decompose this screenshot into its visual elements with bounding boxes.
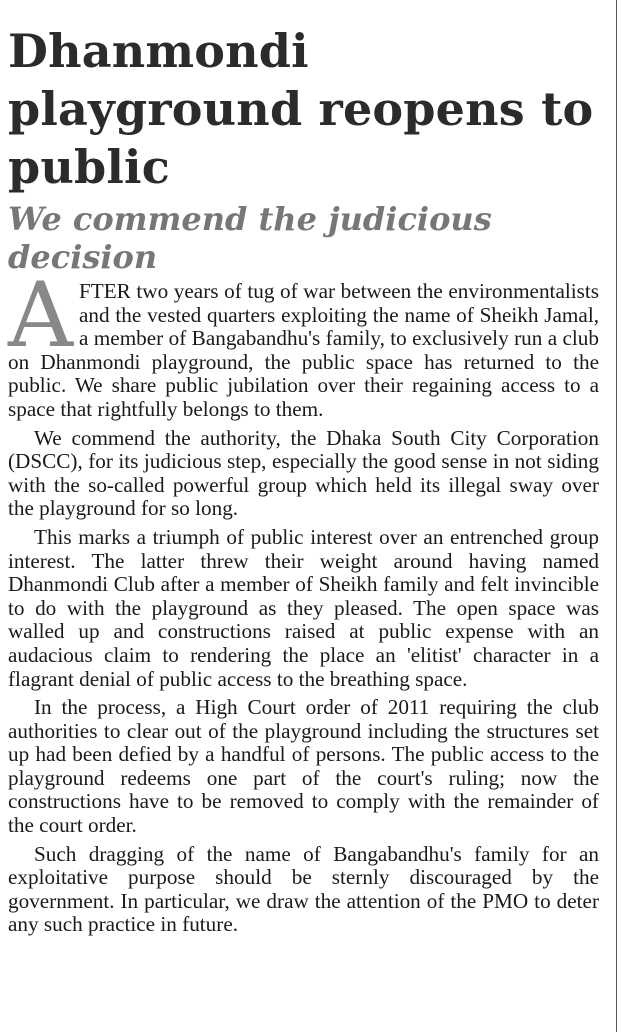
column-rule	[616, 0, 617, 1032]
editorial-article	[8, 22, 599, 942]
paragraph-1-text: FTER two years of tug of war between the environmentalists and the vested quarters exploiting the name of Sheikh Jamal, a member of Bangabandhu's family, to exclusively run a club on Dhanmondi playground, the public space has returned to the public. We share public jubilation over their regaining access to a space that rightfully belongs to them.	[8, 279, 599, 421]
paragraph-4: In the process, a High Court order of 2011 requiring the club authorities to clear out of the playground including the structures set up had been defied by a handful of persons. The public access to the playground redeems one part of the court's ruling; now the constructions have to be removed to comply with the remainder of the court order.	[8, 695, 599, 838]
paragraph-3: This marks a triumph of public interest over an entrenched group interest. The latter threw their weight around having named Dhanmondi Club after a member of Sheikh family and felt invincible to do with the playground as they pleased. The open space was walled up and constructions raised at public expense with an audacious claim to rendering the place an 'elitist' character in a flagrant denial of public access to the breathing space.	[8, 524, 599, 691]
paragraph-1	[8, 263, 599, 422]
article-body	[8, 263, 599, 937]
paragraph-5: Such dragging of the name of Bangabandhu's family for an exploitative purpose should be sternly discouraged by the government. In particular, we draw the attention of the PMO to deter any such practice in future.	[8, 841, 599, 937]
paragraph-2: We commend the authority, the Dhaka South City Corporation (DSCC), for its judicious step, especially the good sense in not siding with the so-called powerful group which held its illegal sway over the playground for so long.	[8, 425, 599, 521]
drop-cap: A	[8, 263, 73, 368]
subheadline: We commend the judicious decision	[8, 200, 492, 276]
headline: Dhanmondi playground reopens to public	[8, 24, 594, 194]
